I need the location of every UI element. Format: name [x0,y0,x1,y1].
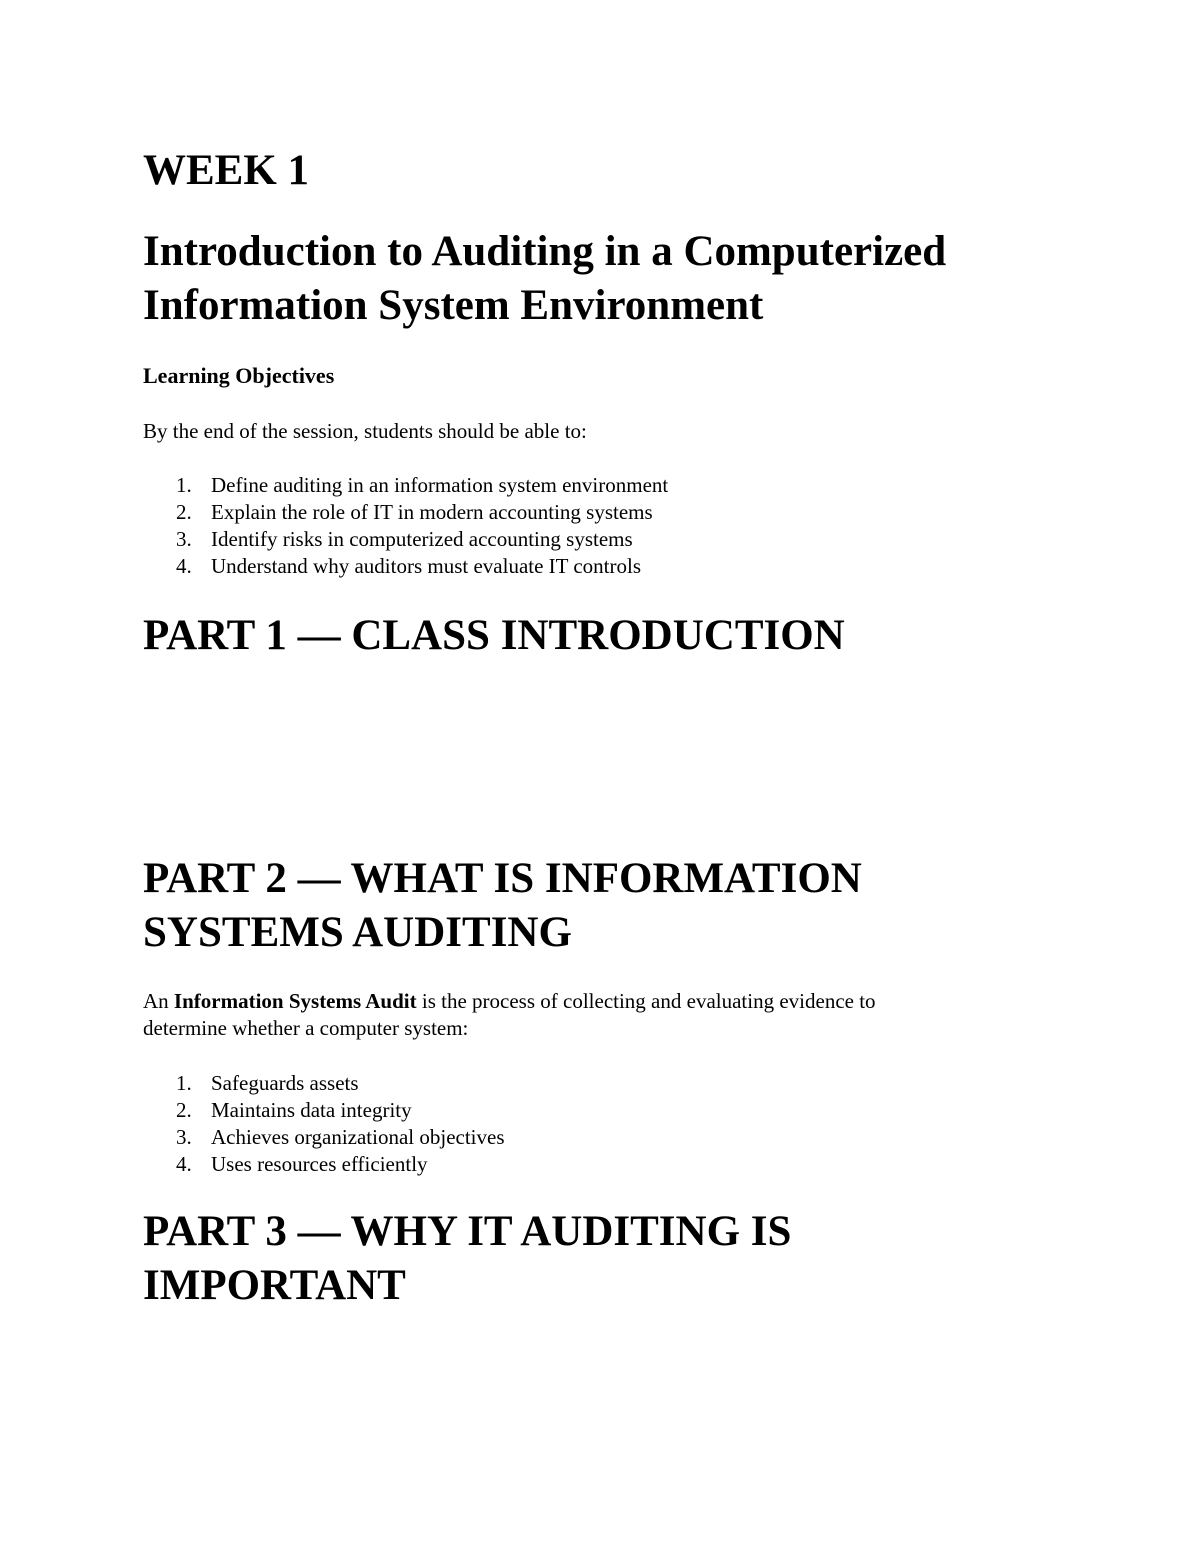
list-item-text: Understand why auditors must evaluate IT controls [211,554,642,578]
list-item-text: Identify risks in computerized accounting systems [211,527,633,551]
learning-objectives-heading: Learning Objectives [143,363,335,388]
list-item [143,472,668,499]
list-item [143,499,668,526]
list-item [143,1070,505,1097]
list-item-text: Safeguards assets [211,1071,359,1095]
objectives-list [143,472,668,580]
part3-heading [143,1205,791,1313]
audit-goals-list [143,1070,505,1178]
definition-term: Information Systems Audit [173,989,417,1013]
part3-heading-line-1: PART 3 — WHY IT AUDITING IS [143,1208,792,1255]
definition-rest: is the process of collecting and evaluating evidence to [416,989,876,1013]
document-title-line-2: Information System Environment [143,282,764,329]
list-item-number: 3. [176,527,192,551]
part1-heading-text: PART 1 — CLASS INTRODUCTION [143,612,845,659]
list-item-text: Achieves organizational objectives [211,1125,505,1149]
list-item-number: 3. [176,1125,192,1149]
list-item-number: 4. [176,554,192,578]
list-item-text: Explain the role of IT in modern accounting systems [211,500,653,524]
list-item-number: 2. [176,500,192,524]
list-item-text: Define auditing in an information system environment [211,473,669,497]
definition-line-1 [143,988,876,1015]
intro-sentence: By the end of the session, students should be able to: [143,419,587,443]
document-title-line-1: Introduction to Auditing in a Computerized [143,228,947,275]
part2-heading [143,852,862,960]
part1-heading [143,609,845,663]
list-item [143,1124,505,1151]
list-item [143,1151,505,1178]
list-item-number: 2. [176,1098,192,1122]
definition-line-2: determine whether a computer system: [143,1016,469,1040]
document-title [143,225,1103,333]
list-item-text: Uses resources efficiently [211,1152,428,1176]
definition-paragraph [143,988,876,1042]
definition-prefix: An [143,989,174,1013]
list-item [143,553,668,580]
list-item [143,1097,505,1124]
list-item-text: Maintains data integrity [211,1098,412,1122]
list-item [143,526,668,553]
part3-heading-line-2: IMPORTANT [143,1262,406,1309]
list-item-number: 1. [176,1071,192,1095]
list-item-number: 1. [176,473,192,497]
week-heading: WEEK 1 [143,147,310,194]
list-item-number: 4. [176,1152,192,1176]
part2-heading-line-1: PART 2 — WHAT IS INFORMATION [143,855,862,902]
part2-heading-line-2: SYSTEMS AUDITING [143,909,572,956]
